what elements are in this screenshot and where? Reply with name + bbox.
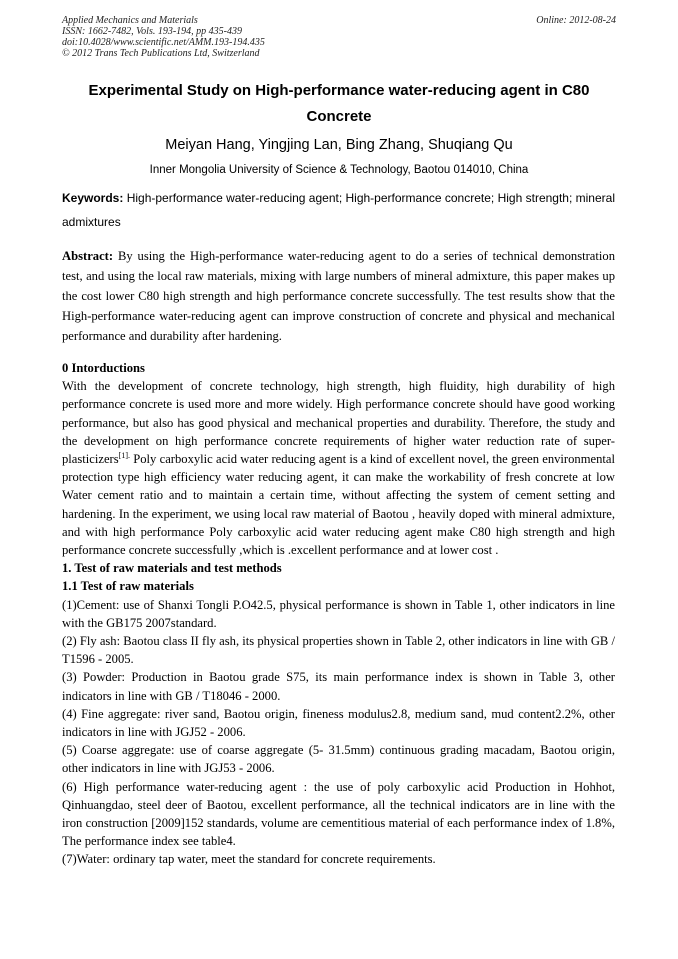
material-item-fine-aggregate: (4) Fine aggregate: river sand, Baotou origin, fineness modulus2.8, medium sand, mud content2.2%, other indicators in line with JGJ52 - 2006. [62, 706, 615, 740]
issn-line: ISSN: 1662-7482, Vols. 193-194, pp 435-439 [62, 26, 242, 37]
journal-header [62, 15, 616, 59]
online-date: Online: 2012-08-24 [536, 15, 616, 26]
title-line-2: Concrete [306, 108, 372, 125]
title-line-1: Experimental Study on High-performance water-reducing agent in C80 [88, 82, 590, 99]
subsection-heading-1-1: 1.1 Test of raw materials [62, 579, 194, 594]
material-item-powder: (3) Powder: Production in Baotou grade S75, its main performance index is shown in Table 3, other indicators in line with GB / T18046 - 2000. [62, 670, 615, 703]
intro-text-b: Poly carboxylic acid water reducing agent is a kind of excellent novel, the green environmental protection type high efficiency water reducing agent, it can make the workability of fresh concrete at low Water cement ratio and to maintain a certain time, without affecting the system of cement setting and hardening. In the experiment, we using local raw material of Baotou , heavily doped with mineral admixture, and with high performance Poly carboxylic acid water reducing agent make C80 high strength and high performance concrete successfully ,which is .excellent performance and at lower cost . [62, 452, 615, 558]
abstract-block [62, 246, 615, 346]
section-heading-1: 1. Test of raw materials and test methods [62, 561, 282, 576]
abstract-label: Abstract: [62, 249, 114, 263]
keywords-text: High-performance water-reducing agent; High-performance concrete; High strength; mineral admixtures [62, 191, 615, 229]
doi-line: doi:10.4028/www.scientific.net/AMM.193-194.435 [62, 37, 265, 48]
material-item-cement: (1)Cement: use of Shanxi Tongli P.O42.5, physical performance is shown in Table 1, other indicators in line with the GB175 2007standard. [62, 597, 615, 630]
paper-title [62, 78, 616, 130]
material-item-water-reducer: (6) High performance water-reducing agent : the use of poly carboxylic acid Production in Hohhot, Qinhuangdao, steel deer of Baotou, excellent performance, all the technical indicators are in line with the iron construction [2009]152 standards, volume are cementitious material of each performance index of 1.8%, The performance index see table4. [62, 779, 615, 849]
intro-paragraph [62, 377, 615, 559]
body-text [62, 359, 615, 869]
author-list: Meiyan Hang, Yingjing Lan, Bing Zhang, Shuqiang Qu [165, 137, 513, 153]
section-heading-intro: 0 Intorductions [62, 361, 145, 375]
copyright-line: © 2012 Trans Tech Publications Ltd, Switzerland [62, 48, 260, 59]
affiliation: Inner Mongolia University of Science & Technology, Baotou 014010, China [149, 164, 529, 176]
material-item-coarse-aggregate: (5) Coarse aggregate: use of coarse aggregate (5- 31.5mm) continuous grading macadam, Baotou origin, other indicators in line with JGJ53 - 2006. [62, 743, 615, 776]
intro-text-a: With the development of concrete technology, high strength, high fluidity, high durability of high performance concrete is used more and more widely. High performance concrete should have good working performance, but also has good physical and mechanical properties and durability. Therefore, the study and the development on high performance concrete requirements of higher water reduction rate of super-plasticizers [62, 379, 615, 467]
abstract-text: By using the High-performance water-reducing agent to do a series of technical demonstration test, and using the local raw materials, mixing with large numbers of mineral admixture, this paper makes up the cost lower C80 high strength and high performance concrete successfully. The test results show that the High-performance water-reducing agent can improve construction of concrete and physical and mechanical performance and durability after hardening. [62, 249, 615, 343]
citation-1: [1]. [118, 451, 130, 461]
journal-name: Applied Mechanics and Materials [62, 15, 198, 26]
keywords-label: Keywords: [62, 191, 124, 205]
material-item-water: (7)Water: ordinary tap water, meet the standard for concrete requirements. [62, 852, 436, 867]
material-item-fly-ash: (2) Fly ash: Baotou class II fly ash, its physical properties shown in Table 2, other indicators in line with GB / T1596 - 2005. [62, 634, 615, 667]
keywords-block [62, 186, 615, 234]
